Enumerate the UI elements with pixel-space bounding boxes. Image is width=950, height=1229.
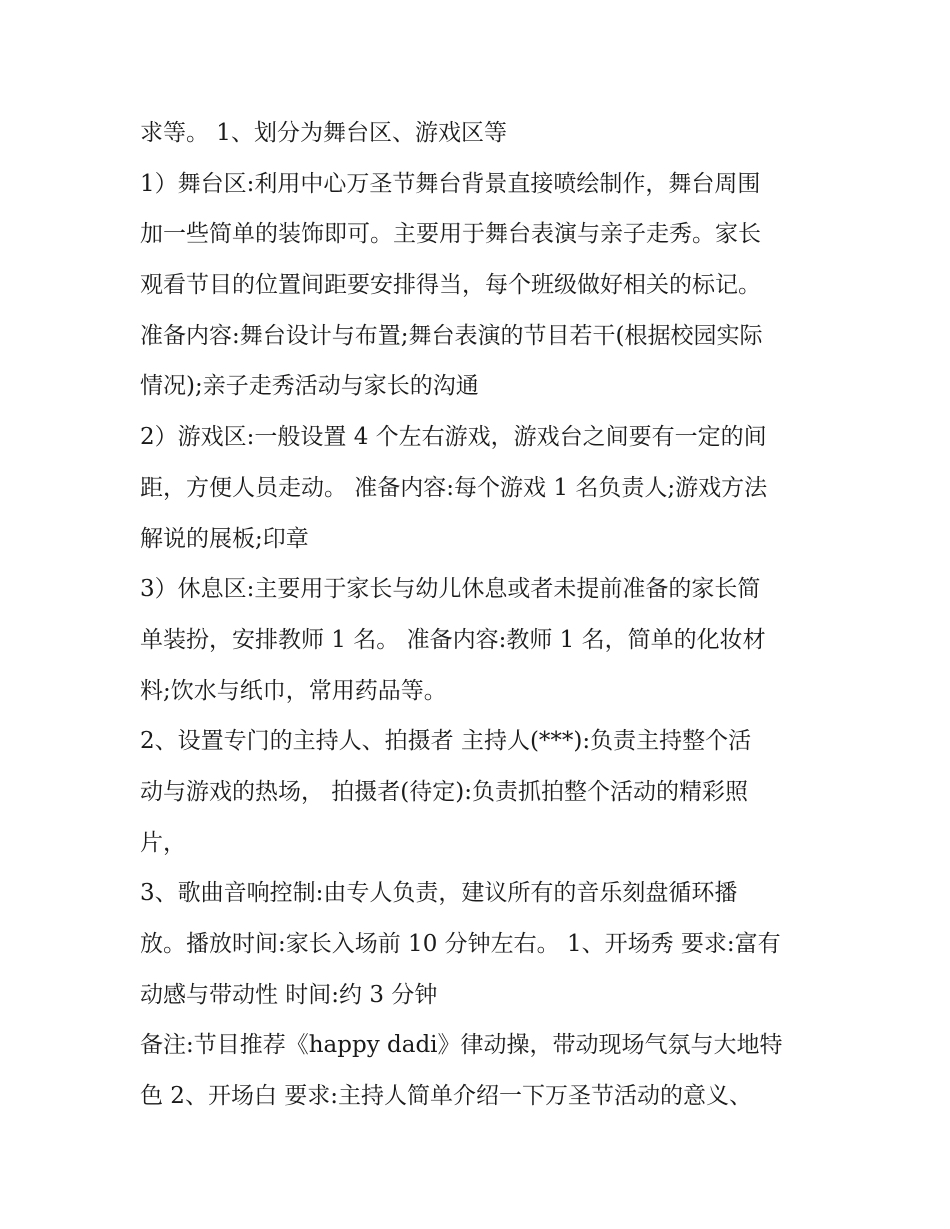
text-line: 观看节目的位置间距要安排得当，每个班级做好相关的标记。 [140, 272, 761, 299]
text-line: 单装扮，安排教师 1 名。 准备内容:教师 1 名，简单的化妆材 [140, 626, 766, 653]
text-line: 片， [140, 829, 186, 856]
text-line: 放。播放时间:家长入场前 10 分钟左右。 1、开场秀 要求:富有 [140, 931, 781, 957]
text-line: 动感与带动性 时间:约 3 分钟 [140, 981, 438, 1008]
text-line: 距，方便人员走动。 准备内容:每个游戏 1 名负责人;游戏方法 [140, 474, 768, 501]
text-line: 准备内容:舞台设计与布置;舞台表演的节目若干(根据校园实际 [140, 322, 763, 349]
text-line: 3、歌曲音响控制:由专人负责，建议所有的音乐刻盘循环播 [140, 880, 738, 907]
text-line: 3）休息区:主要用于家长与幼儿休息或者未提前准备的家长简 [140, 576, 761, 603]
text-line: 求等。 1、划分为舞台区、游戏区等 [140, 120, 507, 146]
text-line: 备注:节目推荐《happy dadi》律动操，带动现场气氛与大地特 [140, 1032, 783, 1059]
text-line: 动与游戏的热场， 拍摄者(待定):负责抓拍整个活动的精彩照 [140, 778, 749, 805]
text-line: 2、设置专门的主持人、拍摄者 主持人(***):负责主持整个活 [140, 728, 752, 755]
text-line: 加一些简单的装饰即可。主要用于舞台表演与亲子走秀。家长 [140, 221, 761, 248]
text-line: 1）舞台区:利用中心万圣节舞台背景直接喷绘制作，舞台周围 [140, 170, 761, 197]
text-line: 情况);亲子走秀活动与家长的沟通 [140, 373, 479, 400]
text-line: 2）游戏区:一般设置 4 个左右游戏，游戏台之间要有一定的间 [140, 424, 767, 451]
document-body [140, 108, 820, 1122]
text-line: 色 2、开场白 要求:主持人简单介绍一下万圣节活动的意义、 [140, 1083, 753, 1110]
text-line: 料;饮水与纸巾，常用药品等。 [140, 677, 447, 704]
text-line: 解说的展板;印章 [140, 525, 309, 552]
